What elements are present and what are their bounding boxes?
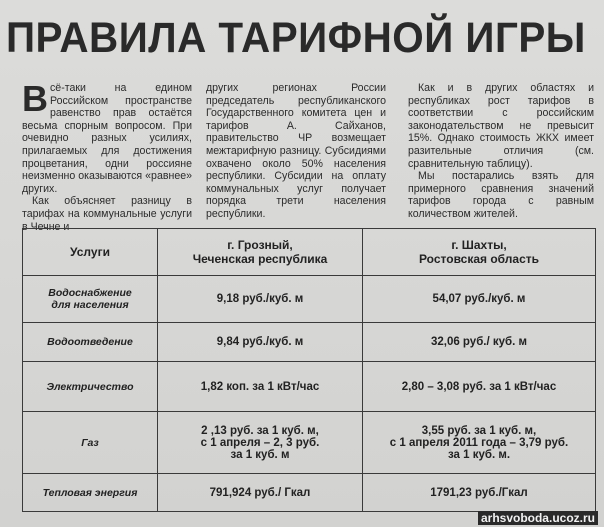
grozny-cell: 9,18 руб./куб. м xyxy=(158,276,363,323)
shakhty-cell: 32,06 руб./ куб. м xyxy=(363,323,596,362)
shakhty-cell: 54,07 руб./куб. м xyxy=(363,276,596,323)
service-cell: Водоотведение xyxy=(23,323,158,362)
article-title: ПРАВИЛА ТАРИФНОЙ ИГРЫ xyxy=(6,14,586,62)
shakhty-cell: 2,80 – 3,08 руб. за 1 кВт/час xyxy=(363,362,596,412)
text-column-2 xyxy=(206,82,386,221)
paragraph: Мы постарались взять для примерного сравнения значений тарифов города с равным количеством жителей. xyxy=(408,170,594,220)
drop-cap: В xyxy=(22,78,48,119)
header-shakhty: г. Шахты, Ростовская область xyxy=(363,229,596,276)
shakhty-cell: 1791,23 руб./Гкал xyxy=(363,474,596,512)
service-cell: Газ xyxy=(23,412,158,474)
table-row xyxy=(23,276,596,323)
grozny-cell: 2 ,13 руб. за 1 куб. м, с 1 апреля – 2, 3 руб. за 1 куб. м xyxy=(158,412,363,474)
paragraph: Как и в других областях и республиках рост тарифов в соответствии с российским законодательством не превысит 15%. Однако стоимость ЖКХ имеет разительные отличия (см. сравнительную таблицу). xyxy=(408,82,594,170)
text-column-3 xyxy=(408,82,594,221)
table-header-row xyxy=(23,229,596,276)
header-grozny: г. Грозный, Чеченская республика xyxy=(158,229,363,276)
grozny-cell: 9,84 руб./куб. м xyxy=(158,323,363,362)
watermark: arhsvoboda.ucoz.ru xyxy=(478,511,598,525)
table-row xyxy=(23,362,596,412)
text-column-1 xyxy=(22,78,192,233)
service-cell: Водоснабжение для населения xyxy=(23,276,158,323)
tariff-comparison-table xyxy=(22,228,596,512)
header-service: Услуги xyxy=(23,229,158,276)
grozny-cell: 1,82 коп. за 1 кВт/час xyxy=(158,362,363,412)
table-row xyxy=(23,412,596,474)
paragraph: других регионах России председатель республиканского Государственного комитета цен и тарифов А. Сайханов, правительство ЧР возмещает межтарифную разницу. Субсидиями охвачено около 50% населения республики. Субсидии на оплату коммунальных услуг получает порядка трети населения республики. xyxy=(206,82,386,220)
service-cell: Электричество xyxy=(23,362,158,412)
table-row xyxy=(23,474,596,512)
paragraph: Как объясняет разницу в тарифах на коммунальные услуги в Чечне и xyxy=(22,195,192,233)
shakhty-cell: 3,55 руб. за 1 куб. м, с 1 апреля 2011 года – 3,79 руб. за 1 куб. м. xyxy=(363,412,596,474)
table-row xyxy=(23,323,596,362)
grozny-cell: 791,924 руб./ Гкал xyxy=(158,474,363,512)
service-cell: Тепловая энергия xyxy=(23,474,158,512)
paragraph: сё-таки на едином Российском пространстве равенство прав остаётся весьма спорным вопросом. При очевидно разных усилиях, прилагаемых для достижения процветания, одни россияне неизменно оказываются «равнее» других. xyxy=(22,82,192,195)
